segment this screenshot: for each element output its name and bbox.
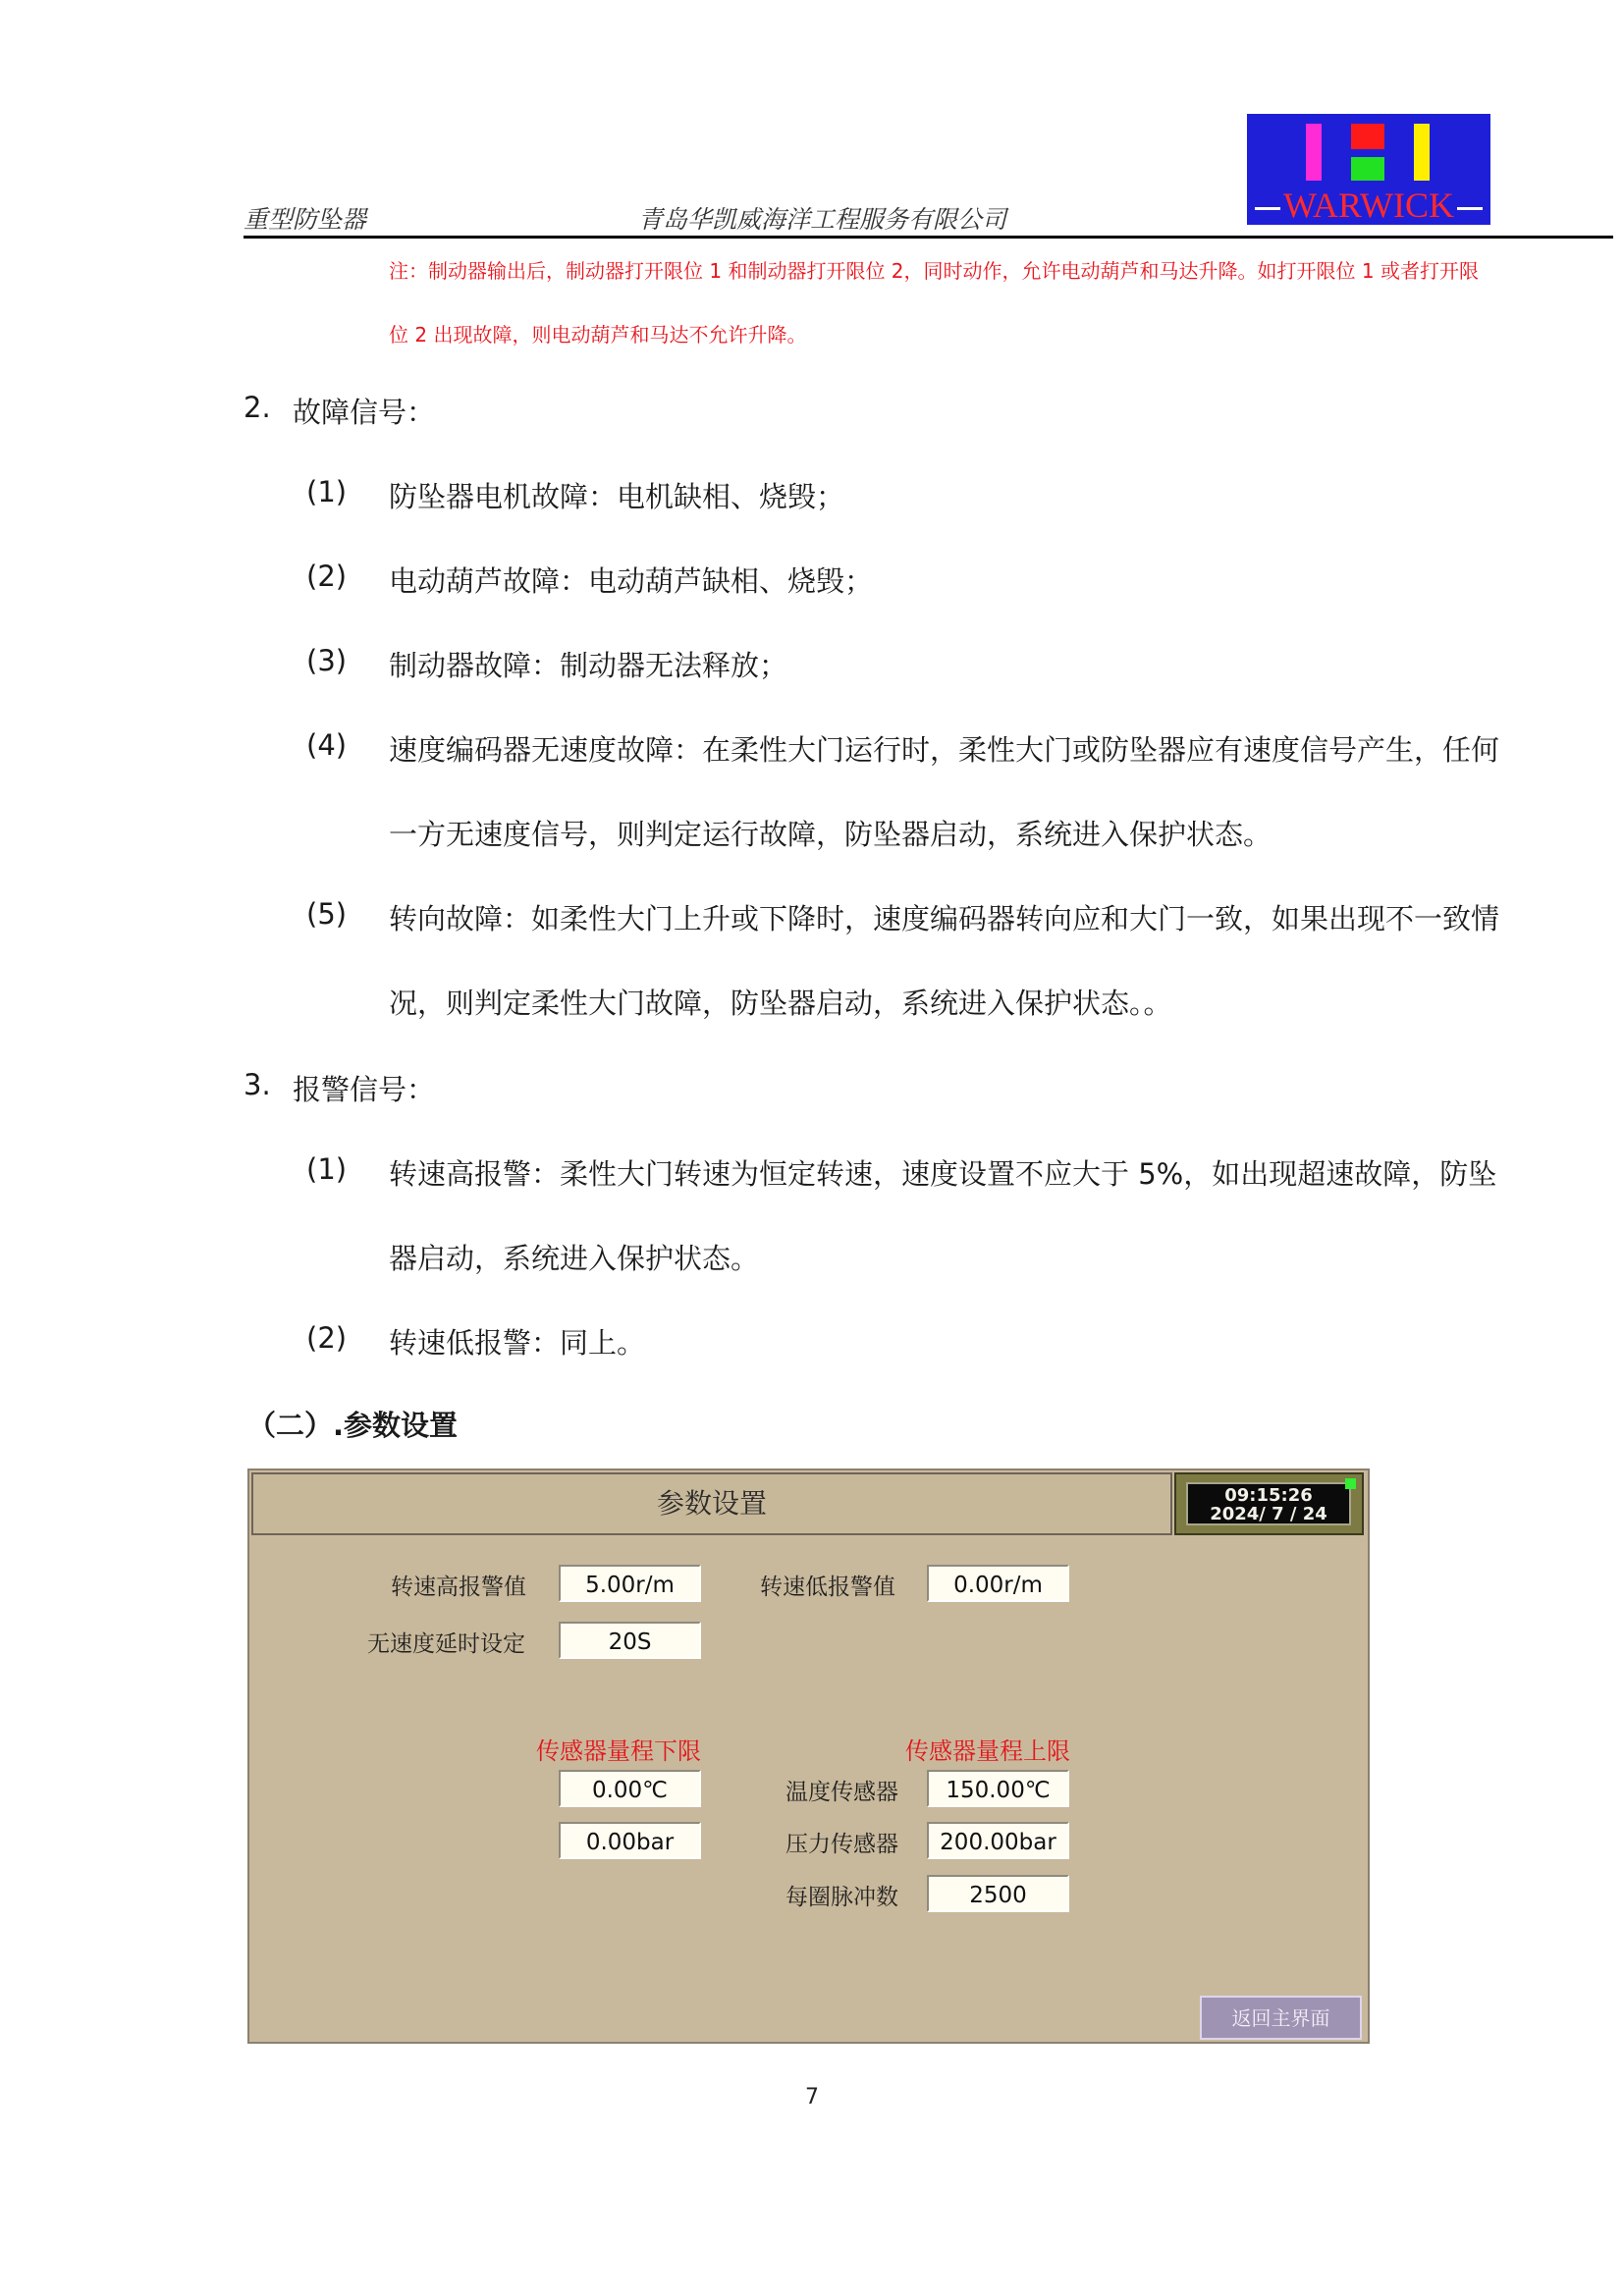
- note-line-2: 位 2 出现故障，则电动葫芦和马达不允许升降。: [389, 323, 807, 347]
- speed-low-field[interactable]: 0.00r/m: [927, 1565, 1069, 1602]
- section-alarm-title: 报警信号：: [293, 1073, 436, 1106]
- fault-item-5-text-line-1: 转向故障：如柔性大门上升或下降时，速度编码器转向应和大门一致，如果出现不一致情: [389, 902, 1500, 935]
- alarm-item-1-num: (1): [306, 1152, 348, 1186]
- logo-magenta-bar: [1306, 124, 1322, 181]
- alarm-item-1-text-line-1: 转速高报警：柔性大门转速为恒定转速，速度设置不应大于 5%，如出现超速故障，防坠: [389, 1157, 1497, 1191]
- page-number: 7: [805, 2085, 819, 2109]
- hmi-title-bar: 参数设置: [251, 1472, 1172, 1535]
- header-divider: [244, 236, 1613, 239]
- fault-item-4-num: (4): [306, 728, 348, 762]
- section-fault-number: 2.: [244, 391, 271, 424]
- fault-item-5-text-line-2: 况，则判定柔性大门故障，防坠器启动，系统进入保护状态。。: [389, 987, 1172, 1020]
- note-line-1: 注：制动器输出后，制动器打开限位 1 和制动器打开限位 2，同时动作，允许电动葫芦和马达升降。如打开限位 1 或者打开限: [389, 259, 1479, 283]
- no-speed-delay-field[interactable]: 20S: [559, 1622, 701, 1659]
- header-company-name: 青岛华凯威海洋工程服务有限公司: [638, 205, 1007, 234]
- speed-high-field[interactable]: 5.00r/m: [559, 1565, 701, 1602]
- speed-low-label: 转速低报警值: [760, 1575, 895, 1600]
- section-alarm-number: 3.: [244, 1068, 271, 1101]
- logo-red-block: [1351, 124, 1384, 149]
- alarm-item-1-text-line-2: 器启动，系统进入保护状态。: [389, 1242, 760, 1275]
- range-high-heading: 传感器量程上限: [905, 1737, 1070, 1765]
- fault-item-1-num: (1): [306, 475, 348, 508]
- params-section-heading: （二）.参数设置: [247, 1409, 459, 1442]
- fault-item-1-text: 防坠器电机故障：电机缺相、烧毁；: [389, 480, 845, 513]
- hmi-parameter-screen: [247, 1468, 1370, 2044]
- fault-item-2-text: 电动葫芦故障：电动葫芦缺相、烧毁；: [389, 564, 874, 598]
- logo-text: WARWICK: [1283, 186, 1454, 225]
- fault-item-4-text-line-1: 速度编码器无速度故障：在柔性大门运行时，柔性大门或防坠器应有速度信号产生，任何: [389, 733, 1500, 767]
- fault-item-5-num: (5): [306, 897, 348, 931]
- temp-low-field[interactable]: 0.00℃: [559, 1770, 701, 1807]
- hmi-clock: [1174, 1472, 1364, 1535]
- alarm-item-2-text: 转速低报警：同上。: [389, 1326, 646, 1360]
- hmi-clock-time: 09:15:26: [1224, 1485, 1313, 1506]
- fault-item-2-num: (2): [306, 560, 348, 593]
- return-main-button[interactable]: 返回主界面: [1200, 1996, 1362, 2040]
- fault-item-3-text: 制动器故障：制动器无法释放；: [389, 649, 788, 682]
- pulse-per-rev-field[interactable]: 2500: [927, 1875, 1069, 1912]
- hmi-clock-display: [1186, 1482, 1351, 1525]
- range-low-heading: 传感器量程下限: [536, 1737, 701, 1765]
- pressure-sensor-label: 压力传感器: [785, 1832, 898, 1857]
- temp-high-field[interactable]: 150.00℃: [927, 1770, 1069, 1807]
- logo-yellow-bar: [1414, 124, 1430, 181]
- section-fault-title: 故障信号：: [293, 396, 436, 429]
- speed-high-label: 转速高报警值: [391, 1575, 526, 1600]
- pressure-low-field[interactable]: 0.00bar: [559, 1822, 701, 1859]
- alarm-item-2-num: (2): [306, 1321, 348, 1355]
- fault-item-4-text-line-2: 一方无速度信号，则判定运行故障，防坠器启动，系统进入保护状态。: [389, 818, 1272, 851]
- warwick-logo: [1247, 114, 1490, 225]
- temp-sensor-label: 温度传感器: [785, 1780, 898, 1805]
- header-doc-title: 重型防坠器: [244, 205, 367, 234]
- no-speed-delay-label: 无速度延时设定: [367, 1631, 525, 1657]
- hmi-clock-date: 2024/ 7 / 24: [1210, 1504, 1327, 1524]
- logo-green-block: [1351, 157, 1384, 181]
- pulse-per-rev-label: 每圈脉冲数: [785, 1885, 898, 1910]
- status-led-icon: [1345, 1478, 1356, 1489]
- pressure-high-field[interactable]: 200.00bar: [927, 1822, 1069, 1859]
- fault-item-3-num: (3): [306, 644, 348, 677]
